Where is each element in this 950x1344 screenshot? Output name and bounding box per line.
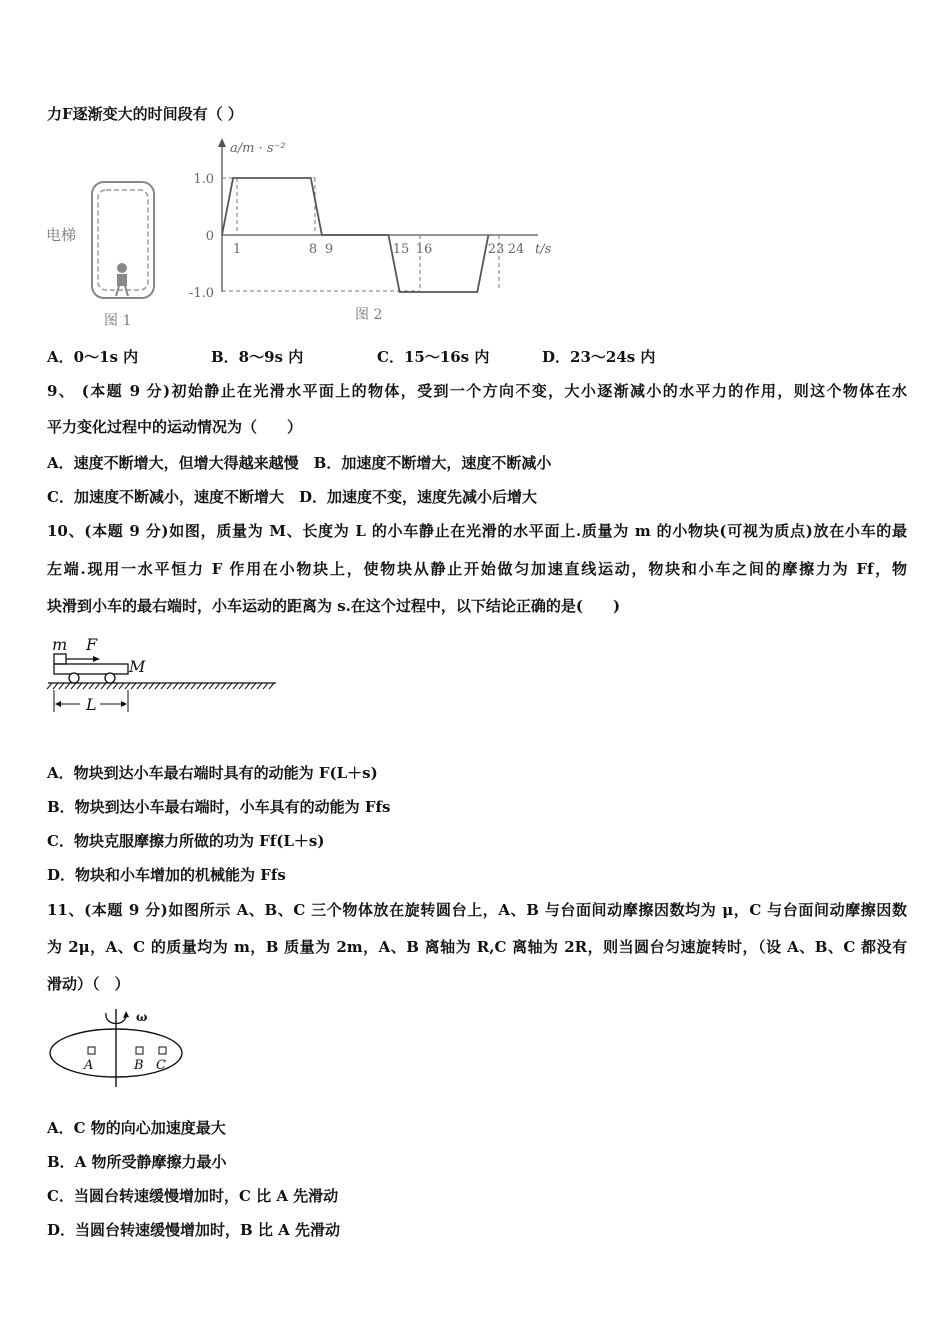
- y-tick-1: 1.0: [193, 172, 214, 187]
- y-axis-label: a/m · s⁻²: [230, 141, 286, 156]
- fig2-caption: 图 2: [355, 307, 383, 323]
- hatch-stroke: [59, 683, 64, 689]
- q8-option-a[interactable]: A．0～1s 内: [47, 348, 139, 366]
- hatch-stroke: [47, 683, 52, 689]
- q10-stem-line-2: 左端.现用一水平恒力 F 作用在小物块上，使物块从静止开始做匀加速直线运动，物块和小车之间的摩擦力为 Ff，物: [47, 560, 907, 578]
- hatch-stroke: [119, 683, 124, 689]
- hatch-stroke: [221, 683, 226, 689]
- hatch-stroke: [107, 683, 112, 689]
- q10-stem-line-1: 10、(本题 9 分)如图，质量为 M、长度为 L 的小车静止在光滑的水平面上.质量为 m 的小物块(可视为质点)放在小车的最: [47, 522, 907, 540]
- hatch-stroke: [245, 683, 250, 689]
- q8-figure: [40, 132, 580, 332]
- y-tick-neg1: -1.0: [188, 286, 214, 301]
- q11-option-d[interactable]: D．当圆台转速缓慢增加时，B 比 A 先滑动: [47, 1221, 340, 1239]
- q11-stem-line-1: 11、(本题 9 分)如图所示 A、B、C 三个物体放在旋转圆台上，A、B 与台面间动摩擦因数均为 μ，C 与台面间动摩擦因数: [47, 901, 907, 919]
- q11-option-a[interactable]: A．C 物的向心加速度最大: [47, 1119, 226, 1137]
- elevator-label: 电梯: [46, 226, 77, 244]
- hatch-stroke: [125, 683, 130, 689]
- hatch-stroke: [251, 683, 256, 689]
- hatch-stroke: [101, 683, 106, 689]
- y-tick-labels: [189, 172, 214, 301]
- q11-stem-line-2: 为 2μ，A、C 的质量均为 m，B 质量为 2m，A、B 离轴为 R,C 离轴为 2R，则当圆台匀速旋转时，（设 A、B、C 都没有: [47, 938, 907, 956]
- y-axis-arrow: [218, 138, 226, 147]
- force-arrowhead: [93, 656, 100, 662]
- hatch-stroke: [161, 683, 166, 689]
- hatch-stroke: [173, 683, 178, 689]
- q8-option-b[interactable]: B．8～9s 内: [211, 348, 304, 366]
- hatch-stroke: [215, 683, 220, 689]
- x-tick-1: 1: [232, 242, 242, 257]
- hatch-stroke: [71, 683, 76, 689]
- hatch-stroke: [83, 683, 88, 689]
- hatch-stroke: [185, 683, 190, 689]
- hatch-stroke: [143, 683, 148, 689]
- q10-option-b[interactable]: B．物块到达小车最右端时，小车具有的动能为 Ffs: [47, 798, 391, 816]
- label-b: B: [134, 1058, 144, 1073]
- small-block: [54, 654, 66, 664]
- x-axis-label: t/s: [535, 242, 552, 257]
- block-b: [136, 1047, 143, 1054]
- hatch-stroke: [149, 683, 154, 689]
- length-l-label: L: [86, 695, 97, 714]
- x-tick-24: 24: [507, 242, 525, 257]
- q9-stem-line-2: 平力变化过程中的运动情况为（ ）: [47, 418, 303, 436]
- person-icon: [116, 263, 128, 296]
- hatch-stroke: [137, 683, 142, 689]
- x-tick-8: 8: [308, 242, 318, 257]
- q8-stem-tail: 力F逐渐变大的时间段有（ ）: [47, 105, 243, 123]
- mass-big-m-label: M: [129, 657, 146, 676]
- q9-stem-line-1: 9、 (本题 9 分)初始静止在光滑水平面上的物体，受到一个方向不变，大小逐渐减小的水平力的作用，则这个物体在水: [47, 382, 907, 400]
- q11-option-c[interactable]: C．当圆台转速缓慢增加时，C 比 A 先滑动: [47, 1187, 339, 1205]
- cart-body: [54, 664, 128, 674]
- x-tick-9: 9: [324, 242, 334, 257]
- hatch-stroke: [209, 683, 214, 689]
- x-tick-23: 23: [487, 242, 505, 257]
- force-f-label: F: [86, 635, 98, 654]
- hatch-stroke: [233, 683, 238, 689]
- q10-option-a[interactable]: A．物块到达小车最右端时具有的动能为 F(L＋s): [47, 764, 378, 782]
- fig1-caption: 图 1: [104, 313, 132, 329]
- ground-hatching: [47, 683, 274, 689]
- hatch-stroke: [263, 683, 268, 689]
- label-c: C: [156, 1058, 166, 1073]
- q8-option-c[interactable]: C．15～16s 内: [377, 348, 490, 366]
- q10-option-c[interactable]: C．物块克服摩擦力所做的功为 Ff(L＋s): [47, 832, 325, 850]
- q11-stem-line-3: 滑动）（ ）: [47, 975, 130, 993]
- hatch-stroke: [239, 683, 244, 689]
- hatch-stroke: [89, 683, 94, 689]
- q10-option-d[interactable]: D．物块和小车增加的机械能为 Ffs: [47, 866, 286, 884]
- block-c: [159, 1047, 166, 1054]
- cart-wheel-right: [105, 673, 115, 683]
- cart-wheel-left: [69, 673, 79, 683]
- mass-m-label: m: [52, 635, 68, 654]
- hatch-stroke: [179, 683, 184, 689]
- q11-figure: [44, 1005, 194, 1090]
- hatch-stroke: [269, 683, 274, 689]
- hatch-stroke: [167, 683, 172, 689]
- hatch-stroke: [131, 683, 136, 689]
- hatch-stroke: [203, 683, 208, 689]
- hatch-stroke: [197, 683, 202, 689]
- hatch-stroke: [257, 683, 262, 689]
- q9-options-ab[interactable]: A．速度不断增大，但增大得越来越慢 B．加速度不断增大，速度不断减小: [47, 454, 552, 472]
- omega-label: ω: [136, 1010, 148, 1024]
- hatch-stroke: [155, 683, 160, 689]
- q10-figure: [40, 628, 290, 720]
- q9-options-cd[interactable]: C．加速度不断减小，速度不断增大 D．加速度不变，速度先减小后增大: [47, 488, 537, 506]
- hatch-stroke: [77, 683, 82, 689]
- q10-stem-line-3: 块滑到小车的最右端时，小车运动的距离为 s.在这个过程中，以下结论正确的是( ): [47, 597, 621, 615]
- hatch-stroke: [65, 683, 70, 689]
- q8-option-d[interactable]: D．23～24s 内: [542, 348, 656, 366]
- x-tick-15: 15: [392, 242, 410, 257]
- hatch-stroke: [113, 683, 118, 689]
- q11-option-b[interactable]: B．A 物所受静摩擦力最小: [47, 1153, 227, 1171]
- y-tick-0: 0: [205, 229, 214, 244]
- hatch-stroke: [53, 683, 58, 689]
- x-tick-16: 16: [415, 242, 433, 257]
- label-a: A: [84, 1058, 94, 1073]
- x-tick-labels: [233, 242, 524, 257]
- hatch-stroke: [95, 683, 100, 689]
- block-a: [88, 1047, 95, 1054]
- hatch-stroke: [227, 683, 232, 689]
- hatch-stroke: [191, 683, 196, 689]
